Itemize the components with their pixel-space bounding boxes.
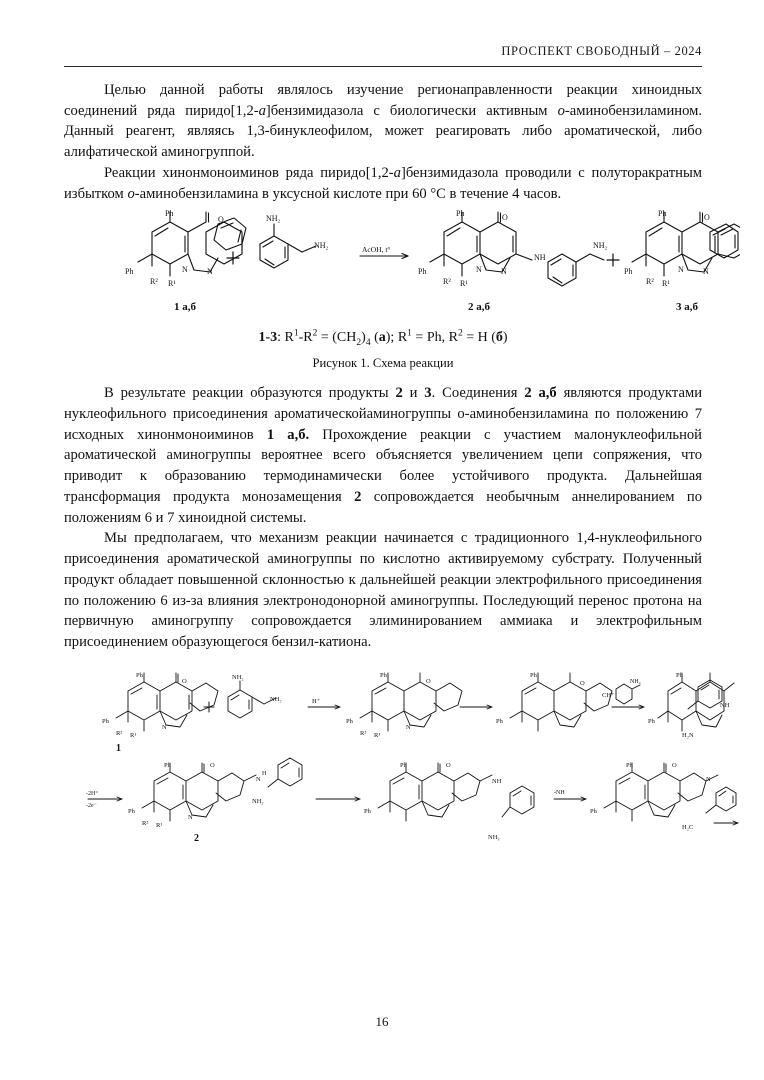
page-content xyxy=(64,80,730,888)
paragraph-1-italic-b: о xyxy=(557,102,565,119)
mech-minus-nh: -NH xyxy=(554,789,565,796)
mech-o-2: O xyxy=(426,677,431,685)
label-nh2-2: NH₂ xyxy=(593,241,608,251)
mech-o-6: O xyxy=(446,761,451,769)
header-divider xyxy=(64,66,702,67)
label-r1-3: R¹ xyxy=(662,279,670,289)
label-nh2-reagent: NH₂ xyxy=(266,214,281,224)
label-r2-3: R² xyxy=(646,277,654,287)
mech-ph-3: Ph xyxy=(530,671,537,679)
mech-ph-7b: Ph xyxy=(590,807,597,815)
mech-r1-2: R¹ xyxy=(374,731,381,739)
label-nh2-reagent-2: NH₂ xyxy=(314,241,329,251)
paragraph-1-part-c: -аминобензиламином. Данный реагент, являясь 1,3-бинуклеофилом, может реагировать либо ароматической, либо алифатической аминогруппой. xyxy=(64,102,702,161)
paragraph-3-part-5: Прохождение реакции с участием малонуклеофильной ароматической аминогруппы вероятнее всего объясняется увеличением цепи сопряжения, что приводит к образованию термодинамически более устойчивого продукта. Дальнейшая трансформация продукта монозамещения xyxy=(64,426,702,505)
paragraph-1-part-b: ]бензимидазола с биологически активным xyxy=(265,102,558,119)
mech-nh-6: NH xyxy=(492,777,502,785)
label-n-1b: N xyxy=(207,267,213,277)
label-nh-2: NH xyxy=(534,253,546,263)
compound-label-1: 1 а,б xyxy=(174,301,196,314)
label-ph-3b: Ph xyxy=(624,267,633,277)
label-r1-1: R¹ xyxy=(168,279,176,289)
paragraph-3-part-4: являются продуктами нуклеофильного присоединения ароматическойаминогруппы о-аминобензиламина по положению 7 исходных хинонмоноиминов xyxy=(64,385,703,443)
mech-minus-2e: -2e⁻ xyxy=(86,802,97,809)
mech-ph-1b: Ph xyxy=(102,717,109,725)
label-n-1: N xyxy=(182,265,188,275)
mech-compound-1: 1 xyxy=(116,742,121,754)
paragraph-3-part-1: В результате реакции образуются продукты xyxy=(104,385,396,402)
mech-r1-5: R¹ xyxy=(156,821,163,829)
paragraph-3-bold-3: 2 а,б xyxy=(524,385,557,402)
mech-o-1: O xyxy=(182,677,187,685)
mechanism-scheme-svg xyxy=(64,663,740,883)
paragraph-4: Мы предполагаем, что механизм реакции начинается с традиционного 1,4-нуклеофильного присоединения ароматической аминогруппы по кислотно активируемому субстрату. Полученный продукт обладает повышенной склонностью к дальнейшей реакции электрофильного присоединения по положению 6 из-за влияния электронодонорной аминогруппы. Последующий перенос протона на первичную аминогруппу сопровождается элиминированием аммиака и электрофильным присоединением образующегося бензил-катиона. xyxy=(64,530,702,650)
mech-nh3: NH₃ xyxy=(488,833,500,841)
label-o-2: O xyxy=(502,213,508,223)
paragraph-1-part-a: Целью данной работы являлось изучение регионаправленности реакции хиноидных соединений ряда пиридо[1,2- xyxy=(64,82,702,119)
paragraph-3 xyxy=(64,383,702,528)
paragraph-1 xyxy=(64,80,702,163)
mech-nh-7: N xyxy=(706,775,711,783)
label-o-3: O xyxy=(704,213,710,223)
mech-n-5: N xyxy=(188,813,193,821)
mech-nh2-a: NH₂ xyxy=(232,673,244,681)
mech-compound-2: 2 xyxy=(194,832,199,844)
figure-legend-prefix: 1-3 xyxy=(258,330,278,346)
mech-r1-1: R¹ xyxy=(130,731,137,739)
mech-r2-5: R² xyxy=(142,819,149,827)
compound-label-3: 3 а,б xyxy=(676,301,698,314)
label-n-2b: N xyxy=(501,267,507,277)
mechanism-scheme xyxy=(64,663,730,888)
mech-o-3: O xyxy=(580,679,585,687)
figure-1-scheme xyxy=(64,204,710,324)
label-ph-3: Ph xyxy=(658,209,667,219)
mech-ph-4: Ph xyxy=(676,671,683,679)
mech-ph-1: Ph xyxy=(136,671,143,679)
mech-ph-5: Ph xyxy=(164,761,171,769)
mech-ph-7: Ph xyxy=(626,761,633,769)
mech-nh-4: NH xyxy=(720,701,730,709)
paragraph-2-italic-a: a xyxy=(393,164,401,181)
page-number: 16 xyxy=(375,1014,389,1029)
paragraph-3-bold-5: 2 xyxy=(354,488,362,505)
page-sheet xyxy=(20,14,744,1066)
mech-ph-3b: Ph xyxy=(496,717,503,725)
label-n-3b: N xyxy=(703,267,709,277)
mech-r2-1: R² xyxy=(116,729,123,737)
mech-n-2: N xyxy=(406,723,411,731)
label-ph-left: Ph xyxy=(125,267,134,277)
mech-ph-6: Ph xyxy=(400,761,407,769)
paragraph-3-bold-4: 1 а,б. xyxy=(266,426,310,443)
paragraph-3-part-6: сопровождается необычным аннелированием по положениям 6 и 7 хиноидной системы. xyxy=(64,488,702,526)
label-n-3: N xyxy=(678,265,684,275)
paragraph-2 xyxy=(64,163,702,204)
reaction-scheme-svg xyxy=(64,204,740,319)
running-header: ПРОСПЕКТ СВОБОДНЫЙ – 2024 xyxy=(501,44,702,58)
label-conditions: AcOH, t° xyxy=(362,245,391,255)
mech-h2c: H₂C xyxy=(682,823,694,831)
label-r2-2: R² xyxy=(443,277,451,287)
label-ph-2: Ph xyxy=(456,209,465,219)
label-r2-1: R² xyxy=(150,277,158,287)
label-r1-2: R¹ xyxy=(460,279,468,289)
mech-ph-2b: Ph xyxy=(346,717,353,725)
mech-nh2-c: NH₂ xyxy=(630,678,641,685)
mech-minus-2h: -2H⁺ xyxy=(86,790,99,797)
label-ph-2b: Ph xyxy=(418,267,427,277)
paragraph-3-bold-1: 2 xyxy=(395,385,403,402)
paragraph-2-part-c: -аминобензиламина в уксусной кислоте при 60 °С в течение 4 часов. xyxy=(134,185,562,202)
label-ph-top: Ph xyxy=(165,209,174,219)
figure-1-caption: Рисунок 1. Схема реакции xyxy=(312,356,454,371)
paragraph-3-part-3: . Соединения xyxy=(431,385,525,402)
mech-ch-3: CH⁺ xyxy=(602,691,615,699)
compound-label-2: 2 а,б xyxy=(468,301,490,314)
mech-ph-2: Ph xyxy=(380,671,387,679)
figure-1-legend: 1-3: $R^1-R^2 = (CH_2)_4$ (а); $R^1 = Ph$, $R^2 = H$ (б) xyxy=(258,328,508,349)
mech-h-plus: H⁺ xyxy=(312,697,321,705)
mech-nh2-e: NH₂ xyxy=(252,797,264,805)
mech-ph-6b: Ph xyxy=(364,807,371,815)
mech-o-7: O xyxy=(672,761,677,769)
mech-o-5: O xyxy=(210,761,215,769)
mech-nh2-d: H₂N xyxy=(682,731,694,739)
mech-r2-2: R² xyxy=(360,729,367,737)
mech-ph-5b: Ph xyxy=(128,807,135,815)
mech-ph-4b: Ph xyxy=(648,717,655,725)
paragraph-1-italic-a: a xyxy=(258,102,266,119)
label-o-1: O xyxy=(218,215,224,225)
paragraph-3-bold-2: 3 xyxy=(424,385,432,402)
mech-nh2-b: NH₂ xyxy=(270,695,282,703)
paragraph-2-italic-b: о xyxy=(127,185,135,202)
paragraph-2-part-b: ]бензимидазола проводили с полуторакратным избытком xyxy=(64,164,702,202)
paragraph-2-part-a: Реакции хинонмоноиминов ряда пиридо[1,2- xyxy=(104,164,394,181)
mech-nh-5: N xyxy=(256,775,261,783)
mech-h-5: H xyxy=(262,770,267,777)
mech-n-1: N xyxy=(162,723,167,731)
paragraph-3-part-2: и xyxy=(402,385,425,402)
label-n-2: N xyxy=(476,265,482,275)
